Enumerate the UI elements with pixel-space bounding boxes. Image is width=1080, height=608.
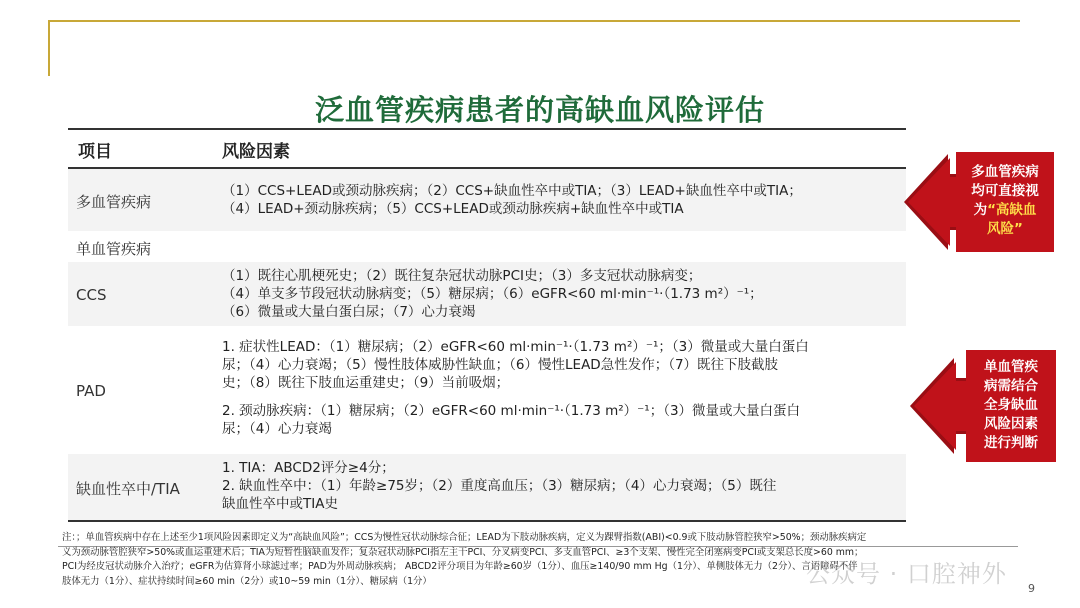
callout-line-part: 为 — [973, 202, 988, 218]
row-item-label: 单血管疾病 — [76, 240, 152, 258]
risk-line: 史；（8）既往下肢血运重建史；（9）当前吸烟； — [222, 375, 510, 391]
risk-line: 1. 症状性LEAD：（1）糖尿病；（2）eGFR<60 ml·min⁻¹·（1.73 m²）⁻¹；（3）微量或大量白蛋白 — [222, 339, 809, 355]
table-row-stroke-tia — [68, 454, 906, 520]
callout-highlight: “高缺血 — [987, 202, 1037, 218]
callout-line — [956, 201, 1054, 220]
row-item-label: 多血管疾病 — [76, 193, 152, 211]
footnote-line: PCI为经皮冠状动脉介入治疗；eGFR为估算肾小球滤过率；PAD为外周动脉疾病； ABCD2评分项目为年龄≥60岁（1分）、血压≥140/90 mm Hg（1分）、单侧肢体无力（2分）、言语障碍不伴 — [62, 561, 858, 573]
slide-title: 泛血管疾病患者的高缺血风险评估 — [314, 93, 765, 127]
row-item-label: 缺血性卒中/TIA — [76, 480, 180, 498]
header-item: 项目 — [78, 142, 112, 162]
page-number: 9 — [1028, 582, 1035, 595]
callout-text — [966, 358, 1056, 453]
table-row-ccs — [68, 262, 906, 326]
risk-line: （1）CCS+LEAD或颈动脉疾病；（2）CCS+缺血性卒中或TIA；（3）LEAD+缺血性卒中或TIA； — [222, 183, 802, 199]
footnote-line: 肢体无力（1分）、症状持续时间≥60 min（2分）或10~59 min（1分）、糖尿病（1分） — [62, 575, 432, 587]
callout-line: 均可直接视 — [971, 183, 1039, 199]
risk-line: 尿；（4）心力衰竭 — [222, 421, 332, 437]
callout-multi-vessel — [904, 150, 1058, 254]
risk-line: 2. 颈动脉疾病：（1）糖尿病；（2）eGFR<60 ml·min⁻¹·（1.73 m²）⁻¹；（3）微量或大量白蛋白 — [222, 403, 801, 419]
callout-line: 进行判断 — [984, 435, 1038, 451]
risk-line: （6）微量或大量白蛋白尿；（7）心力衰竭 — [222, 304, 476, 320]
header-risk: 风险因素 — [222, 142, 290, 162]
table-row-pad — [68, 330, 906, 452]
row-item-label: CCS — [76, 286, 107, 304]
risk-line: 2. 缺血性卒中：（1）年龄≥75岁；（2）重度高血压；（3）糖尿病；（4）心力衰竭；（5）既往 — [222, 478, 777, 494]
callout-line: 病需结合 — [984, 378, 1038, 394]
watermark: 公众号 · 口腔神外 — [806, 560, 1007, 588]
callout-line: 全身缺血 — [984, 397, 1038, 413]
risk-line: （4）单支多节段冠状动脉病变；（5）糖尿病；（6）eGFR<60 ml·min⁻¹·（1.73 m²）⁻¹； — [222, 286, 763, 302]
callout-single-vessel — [910, 348, 1060, 464]
callout-highlight: 风险” — [987, 221, 1023, 237]
row-risk-text — [222, 459, 776, 513]
row-risk-text — [222, 182, 802, 218]
risk-line: 缺血性卒中或TIA史 — [222, 496, 338, 512]
risk-line: 尿；（4）心力衰竭；（5）慢性肢体威胁性缺血；（6）慢性LEAD急性发作；（7）既往下肢截肢 — [222, 357, 779, 373]
footnote-line: 注：；单血管疾病中存在上述至少1项风险因素即定义为“高缺血风险”；CCS为慢性冠状动脉综合征；LEAD为下肢动脉疾病，定义为踝臂指数(ABI)<0.9或下肢动脉管腔狭窄>50%；颈动脉疾病定 — [62, 532, 867, 543]
table-row-multi-vessel — [68, 169, 906, 231]
table-bottom-rule — [68, 520, 906, 522]
table-top-rule — [68, 128, 906, 130]
side-accent-line — [48, 20, 50, 76]
risk-line: （1）既往心肌梗死史；（2）既往复杂冠状动脉PCI史；（3）多支冠状动脉病变； — [222, 268, 702, 284]
row-item-label: PAD — [76, 382, 106, 400]
row-risk-text — [222, 338, 809, 438]
table-row-single-vessel — [68, 233, 906, 261]
callout-line: 单血管疾 — [984, 359, 1038, 375]
risk-line: 1. TIA：ABCD2评分≥4分； — [222, 460, 395, 476]
row-risk-text — [222, 267, 763, 321]
top-accent-line — [48, 20, 1020, 22]
footnote-line: 义为颈动脉管腔狭窄>50%或血运重建术后；TIA为短暂性脑缺血发作；复杂冠状动脉PCI指左主干PCI、分叉病变PCI、多支血管PCI、≥3个支架、慢性完全闭塞病变PCI或支架总长度>60 mm； — [62, 546, 864, 558]
risk-line: （4）LEAD+颈动脉疾病；（5）CCS+LEAD或颈动脉疾病+缺血性卒中或TIA — [222, 201, 684, 217]
callout-line: 多血管疾病 — [971, 164, 1039, 180]
callout-text — [956, 163, 1054, 239]
callout-line: 风险因素 — [984, 416, 1038, 432]
